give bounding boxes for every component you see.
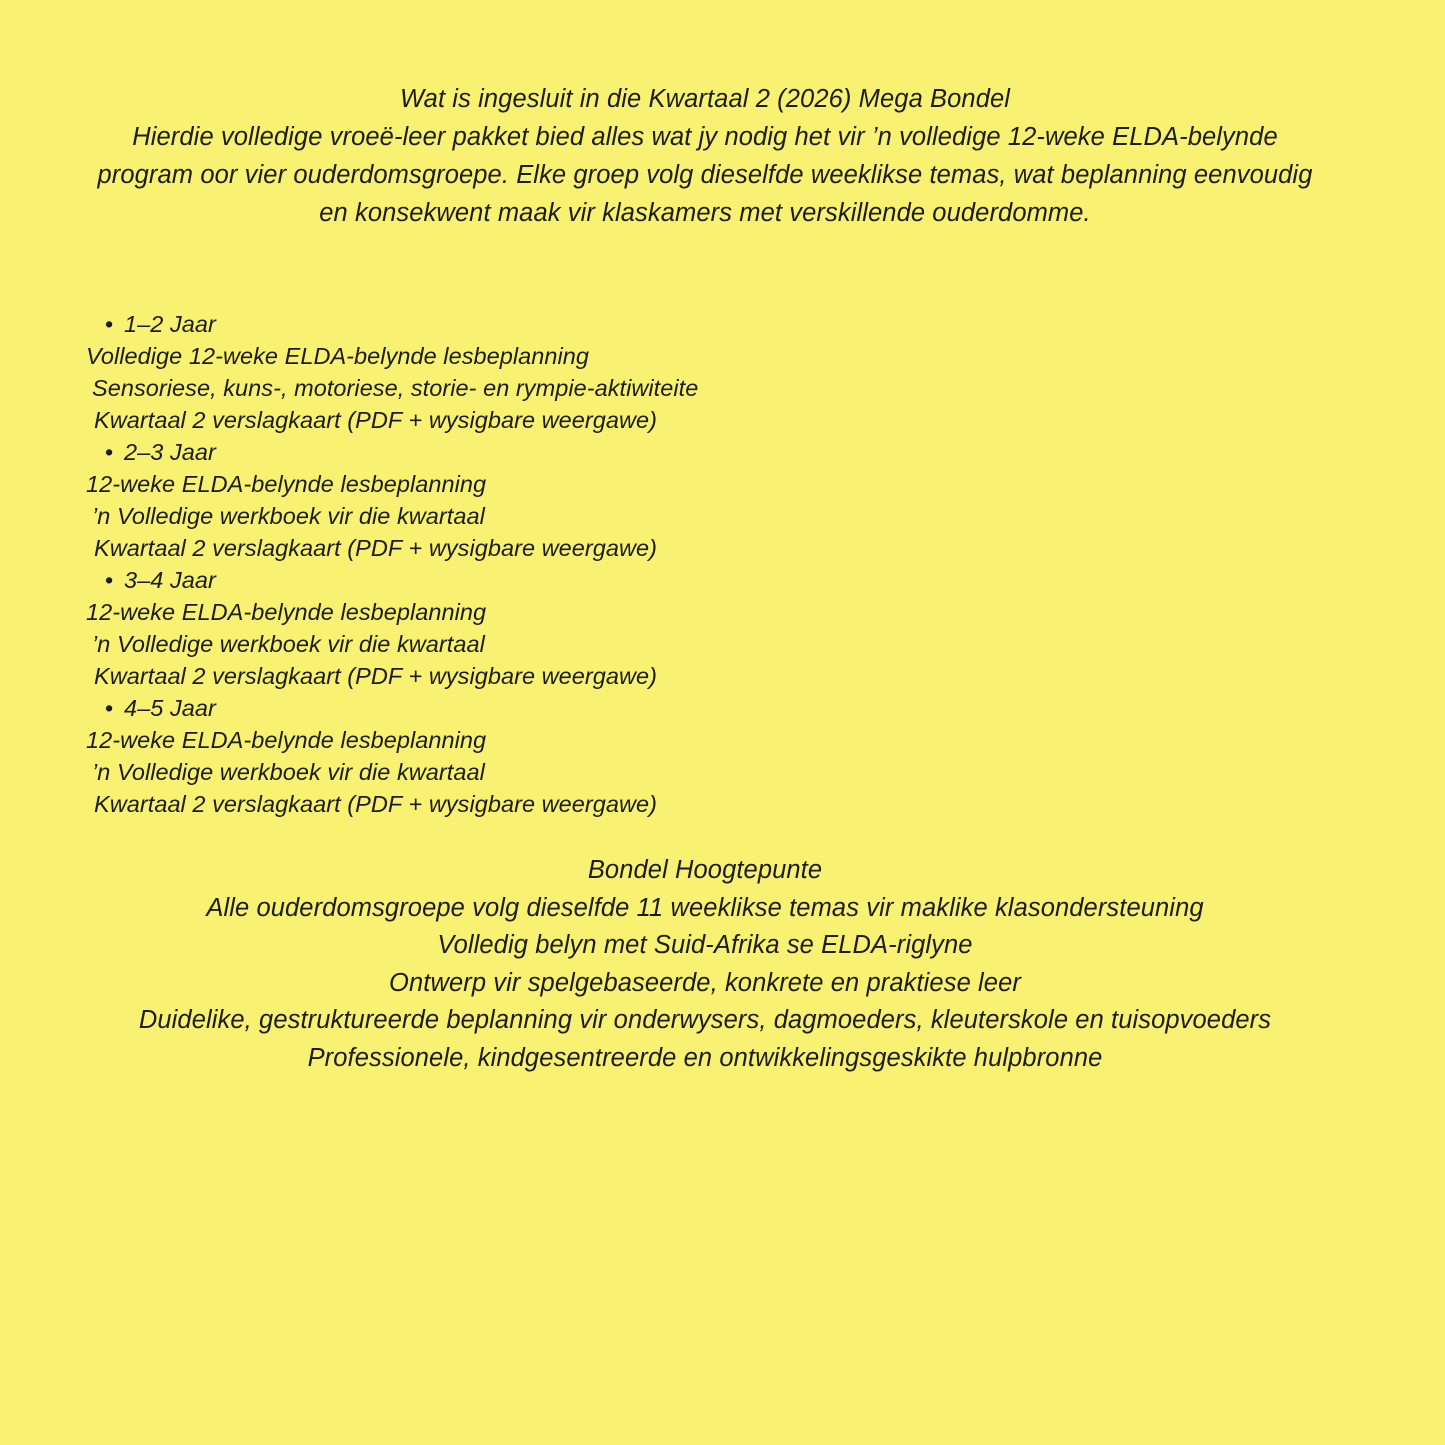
age-group-block xyxy=(86,564,1336,692)
age-group-detail-line: Kwartaal 2 verslagkaart (PDF + wysigbare weergawe) xyxy=(94,407,658,433)
age-group-detail-line: 12-weke ELDA-belynde lesbeplanning xyxy=(86,727,487,753)
highlight-line: Volledig belyn met Suid-Afrika se ELDA-riglyne xyxy=(437,931,973,959)
page-title: Wat is ingesluit in die Kwartaal 2 (2026) Mega Bondel xyxy=(399,85,1011,113)
highlights-title: Bondel Hoogtepunte xyxy=(587,856,823,884)
age-group-detail-line: 12-weke ELDA-belynde lesbeplanning xyxy=(86,599,487,625)
age-group-label: 1–2 Jaar xyxy=(124,311,216,337)
highlight-line: Professionele, kindgesentreerde en ontwikkelingsgeskikte hulpbronne xyxy=(307,1043,1103,1072)
age-group-heading xyxy=(86,692,1336,724)
bullet-icon: • xyxy=(105,695,114,721)
bullet-icon: • xyxy=(105,439,114,465)
age-group-block xyxy=(86,436,1336,564)
bullet-icon: • xyxy=(105,311,114,337)
age-group-label: 4–5 Jaar xyxy=(124,695,216,721)
age-group-detail-line: 12-weke ELDA-belynde lesbeplanning xyxy=(86,471,487,497)
intro-description: Hierdie volledige vroeë-leer pakket bied alles wat jy nodig het vir ’n volledige 12-weke ELDA-belynde program oor vier ouderdomsgroepe. Elke groep volg dieselfde weeklikse temas, wat beplanning eenvoudig en konsekwent maak vir klaskamers met verskillende ouderdomme. xyxy=(97,123,1313,227)
age-group-detail-line: Kwartaal 2 verslagkaart (PDF + wysigbare weergawe) xyxy=(94,791,658,817)
bullet-icon: • xyxy=(105,567,114,593)
age-group-heading xyxy=(86,564,1336,596)
age-group-detail-line: Kwartaal 2 verslagkaart (PDF + wysigbare weergawe) xyxy=(94,663,658,689)
highlight-line: Alle ouderdomsgroepe volg dieselfde 11 weeklikse temas vir maklike klasondersteuning xyxy=(206,893,1204,922)
age-group-label: 2–3 Jaar xyxy=(124,439,216,465)
highlights-section xyxy=(90,852,1320,1077)
age-group-detail-line: ’n Volledige werkboek vir die kwartaal xyxy=(92,503,485,529)
age-group-heading xyxy=(86,308,1336,340)
age-group-block xyxy=(86,308,1336,436)
highlight-line: Ontwerp vir spelgebaseerde, konkrete en praktiese leer xyxy=(389,968,1021,997)
intro-section xyxy=(90,80,1320,232)
age-group-detail-line: ’n Volledige werkboek vir die kwartaal xyxy=(92,759,485,785)
age-group-detail-line: ’n Volledige werkboek vir die kwartaal xyxy=(92,631,485,657)
highlight-line: Duidelike, gestruktureerde beplanning vir onderwysers, dagmoeders, kleuterskole en tuisopvoeders xyxy=(138,1006,1272,1034)
age-group-detail-line: Kwartaal 2 verslagkaart (PDF + wysigbare weergawe) xyxy=(94,535,658,561)
age-group-label: 3–4 Jaar xyxy=(124,567,216,593)
age-group-detail-line: Sensoriese, kuns-, motoriese, storie- en rympie-aktiwiteite xyxy=(92,375,699,401)
age-group-block xyxy=(86,692,1336,820)
age-group-heading xyxy=(86,436,1336,468)
age-group-detail-line: Volledige 12-weke ELDA-belynde lesbeplanning xyxy=(86,343,589,369)
age-groups-list xyxy=(86,308,1336,820)
